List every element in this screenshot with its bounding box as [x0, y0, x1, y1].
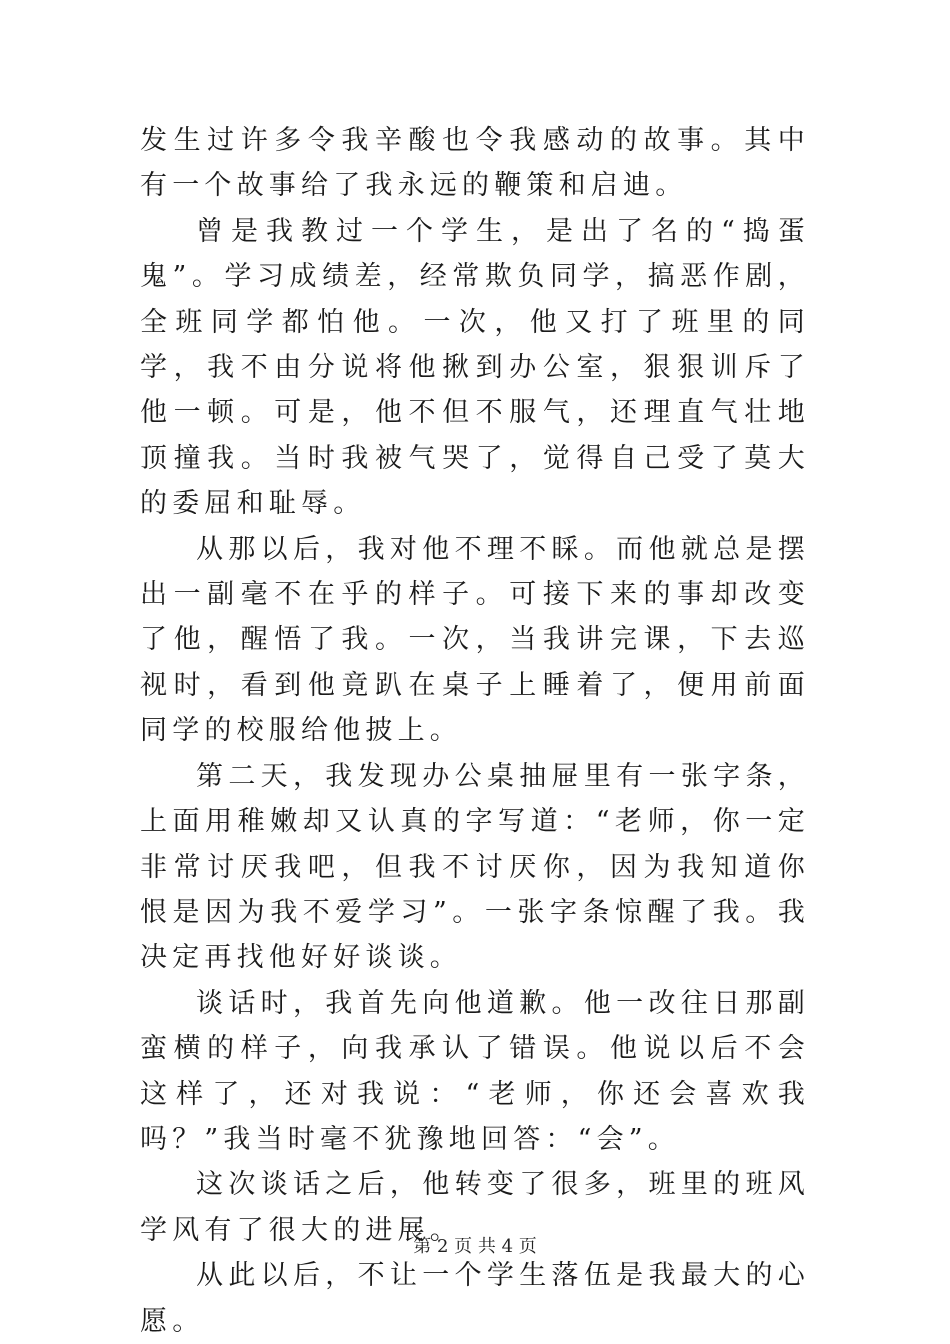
page-footer [0, 1232, 950, 1258]
paragraph: 第二天，我发现办公桌抽屉里有一张字条，上面用稚嫩却又认真的字写道：“老师，你一定非常讨厌我吧，但我不讨厌你，因为我知道你恨是因为我不爱学习”。一张字条惊醒了我。我决定再找他好好谈谈。 [140, 760, 810, 974]
paragraph: 谈话时，我首先向他道歉。他一改往日那副蛮横的样子，向我承认了错误。他说以后不会这样了，还对我说：“老师，你还会喜欢我吗？”我当时毫不犹豫地回答：“会”。 [140, 987, 810, 1155]
paragraph: 从那以后，我对他不理不睬。而他就总是摆出一副毫不在乎的样子。可接下来的事却改变了他，醒悟了我。一次，当我讲完课，下去巡视时，看到他竟趴在桌子上睡着了，便用前面同学的校服给他披上。 [140, 533, 810, 747]
paragraph: 曾是我教过一个学生，是出了名的“捣蛋鬼”。学习成绩差，经常欺负同学，搞恶作剧，全班同学都怕他。一次，他又打了班里的同学，我不由分说将他揪到办公室，狠狠训斥了他一顿。可是，他不但不服气，还理直气壮地顶撞我。当时我被气哭了，觉得自己受了莫大的委屈和耻辱。 [140, 215, 810, 520]
paragraph: 这次谈话之后，他转变了很多，班里的班风学风有了很大的进展。 [140, 1169, 810, 1246]
paragraph: 从此以后，不让一个学生落伍是我最大的心愿。 [140, 1260, 810, 1337]
paragraph-continuation: 发生过许多令我辛酸也令我感动的故事。其中有一个故事给了我永远的鞭策和启迪。 [140, 125, 810, 202]
document-body [140, 118, 810, 1344]
page-number: 第 2 页 共 4 页 [413, 1236, 537, 1257]
